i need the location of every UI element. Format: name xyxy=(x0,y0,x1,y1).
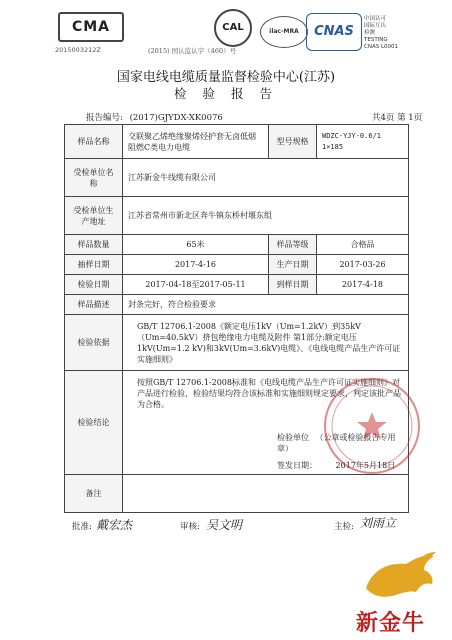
remark-value xyxy=(123,475,409,513)
page-info: 共4页 第 1页 xyxy=(372,113,423,123)
description-label: 样品描述 xyxy=(65,295,123,315)
cnas-line: CNAS L0001 xyxy=(364,44,399,50)
client-value: 江苏新金牛线缆有限公司 xyxy=(123,159,409,197)
basis-value: GB/T 12706.1-2008《额定电压1kV（Um=1.2kV）到35kV（Um=40.5kV）挤包绝缘电力电缆及附件 第1部分:额定电压1kV(Um=1.2 kV)和3kV(Um=3.6kV)电缆》、《电线电缆产品生产许可证实施细则》 xyxy=(123,315,409,371)
receive-date-value: 2017-4-18 xyxy=(317,275,409,295)
receive-date-label: 到样日期 xyxy=(269,275,317,295)
report-number-value: (2017)GJYDX-XK0076 xyxy=(129,113,223,123)
review-signature: 吴文明 xyxy=(206,518,243,532)
sample-name-label: 样品名称 xyxy=(65,125,123,159)
cnas-line: TESTING xyxy=(364,37,388,43)
inspect-signature: 刘雨立 xyxy=(360,516,397,530)
sample-name-value: 交联聚乙烯绝缘聚烯烃护套无卤低烟阻燃C类电力电缆 xyxy=(123,125,269,159)
approve-signature: 戴宏杰 xyxy=(96,518,133,532)
quantity-label: 样品数量 xyxy=(65,235,123,255)
quantity-value: 65米 xyxy=(123,235,269,255)
model-value: WDZC-YJY-0.6/1 1×185 xyxy=(317,125,409,159)
model-label: 型号规格 xyxy=(269,125,317,159)
official-seal-stamp xyxy=(324,378,420,474)
brand-name: 新金牛 xyxy=(356,611,426,636)
remark-label: 备注 xyxy=(65,475,123,513)
cma-logo: CMA xyxy=(58,12,124,42)
production-date-value: 2017-03-26 xyxy=(317,255,409,275)
cnas-line: 中国认可 xyxy=(364,16,387,22)
sample-date-value: 2017-4-16 xyxy=(123,255,269,275)
sample-date-label: 抽样日期 xyxy=(65,255,123,275)
cal-logo: CAL xyxy=(214,9,252,47)
bull-icon xyxy=(358,548,440,606)
description-value: 封条完好，符合检验要求 xyxy=(123,295,409,315)
review-label: 审核: xyxy=(180,522,200,532)
signature-row xyxy=(0,514,452,534)
cma-number: 2015003212Z xyxy=(55,46,101,54)
report-number-label: 报告编号: xyxy=(86,113,123,123)
production-date-label: 生产日期 xyxy=(269,255,317,275)
issue-date-value: 2017年5月18日 xyxy=(335,461,396,470)
basis-label: 检验依据 xyxy=(65,315,123,371)
test-date-value: 2017-04-18至2017-05-11 xyxy=(123,275,269,295)
conclusion-label: 检验结论 xyxy=(65,371,123,475)
document-subtitle: 检 验 报 告 xyxy=(174,86,278,101)
stamp-label: 检验单位 xyxy=(277,433,309,442)
client-label: 受检单位名称 xyxy=(65,159,123,197)
inspect-label: 主检: xyxy=(334,522,354,532)
cnas-accreditation-text xyxy=(364,16,398,51)
document-title: 国家电线电缆质量监督检验中心(江苏) xyxy=(116,70,336,85)
cnas-line: 检测 xyxy=(364,30,376,36)
cal-number: (2015) 国认监认字（460）号 xyxy=(148,47,237,55)
conclusion-text: 按照GB/T 12706.1-2008标准和《电线电缆产品生产许可证实施细则》对产品进行检验，检验结果均符合该标准和实施细则规定要求，判定该批产品为合格。 xyxy=(137,378,401,409)
stamp-note: （公章或检验报告专用章） xyxy=(277,433,396,453)
grade-label: 样品等级 xyxy=(269,235,317,255)
cnas-line: 国际互认 xyxy=(364,23,387,29)
producer-value: 江苏省常州市新北区奔牛镇东桥村堰东组 xyxy=(123,197,409,235)
report-number xyxy=(86,111,223,123)
cnas-logo: CNAS xyxy=(306,13,362,51)
ilac-mra-logo: ilac-MRA xyxy=(260,16,308,48)
approve-label: 批准: xyxy=(72,522,92,532)
grade-value: 合格品 xyxy=(317,235,409,255)
seal-star-icon xyxy=(326,380,418,472)
producer-label: 受检单位生产地址 xyxy=(65,197,123,235)
issue-date-label: 签发日期： xyxy=(277,461,317,470)
test-date-label: 检验日期 xyxy=(65,275,123,295)
